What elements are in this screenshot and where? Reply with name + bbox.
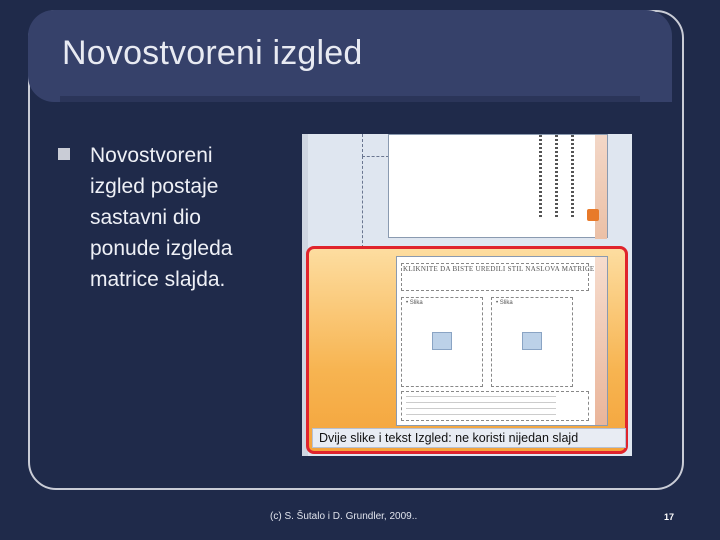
bullet-text bbox=[90, 140, 290, 295]
slide-title: Novostvoreni izgled bbox=[62, 34, 363, 72]
picture-placeholder-right bbox=[491, 297, 573, 387]
bullet-line: izgled postaje bbox=[90, 175, 219, 198]
selected-layout-thumbnail[interactable] bbox=[396, 256, 608, 426]
picture-icon bbox=[432, 332, 452, 350]
title-underline bbox=[60, 96, 640, 102]
placeholder-label: • Slika bbox=[406, 300, 423, 306]
connector-line bbox=[362, 134, 389, 157]
thumb-text-line bbox=[555, 135, 558, 219]
bullet-line: sastavni dio bbox=[90, 206, 201, 229]
thumb-marker-icon bbox=[587, 209, 599, 221]
layout-thumbnail[interactable] bbox=[388, 134, 608, 238]
thumb-stripe bbox=[595, 135, 607, 239]
thumb-text-line bbox=[571, 135, 574, 219]
text-placeholder bbox=[401, 391, 589, 421]
bullet-square-icon bbox=[58, 148, 70, 160]
placeholder-label: • Slika bbox=[496, 300, 513, 306]
thumb-stripe bbox=[595, 257, 607, 425]
picture-icon bbox=[522, 332, 542, 350]
title-placeholder-text: KLIKNITE DA BISTE UREDILI STIL NASLOVA MATRICE bbox=[403, 265, 595, 273]
text-lines bbox=[406, 396, 556, 416]
bullet-line: ponude izgleda bbox=[90, 237, 233, 260]
picture-placeholder-left bbox=[401, 297, 483, 387]
bullet-line: matrice slajda. bbox=[90, 268, 226, 291]
thumb-text-line bbox=[539, 135, 542, 219]
bullet-line: Novostvoreni bbox=[90, 144, 213, 167]
page-number: 17 bbox=[664, 512, 675, 522]
layout-screenshot bbox=[302, 134, 632, 456]
layout-tooltip: Dvije slike i tekst Izgled: ne koristi nijedan slajd bbox=[312, 428, 626, 448]
slide-footer: (c) S. Šutalo i D. Grundler, 2009.. bbox=[270, 511, 418, 522]
